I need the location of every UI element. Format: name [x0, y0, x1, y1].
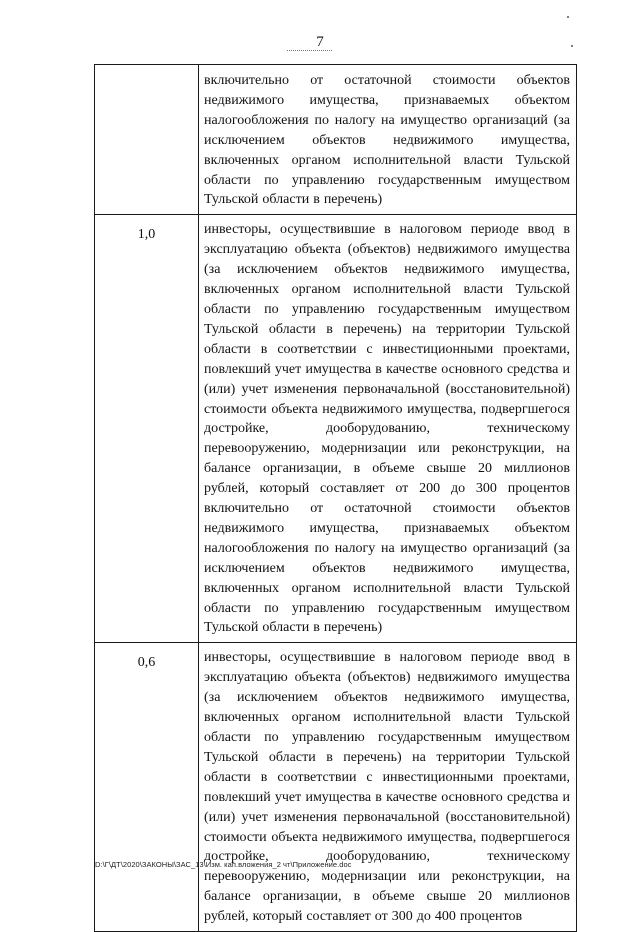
coefficient-cell: 1,0 — [95, 215, 199, 643]
file-path-footer: D:\Г\ДТ\2020\ЗАКОНЫ\ЗАС_13\Изм. кап.вложения_2 чт\Приложение.doc — [95, 860, 352, 869]
page-number: 7 — [316, 34, 324, 50]
table-row — [95, 215, 577, 643]
table-row — [95, 65, 577, 215]
table-row — [95, 643, 577, 932]
description-cell: включительно от остаточной стоимости объектов недвижимого имущества, признаваемых объектом налогообложения по налогу на имущество организаций (за исключением объектов недвижимого имущества, включенных органом исполнительной власти Тульской области по управлению государственным имуществом Тульской области в перечень) — [199, 65, 577, 215]
scan-speck — [571, 45, 573, 47]
coefficient-cell: 0,6 — [95, 643, 199, 932]
description-cell: инвесторы, осуществившие в налоговом периоде ввод в эксплуатацию объекта (объектов) недвижимого имущества (за исключением объектов недвижимого имущества, включенных органом исполнительной власти Тульской области по управлению государственным имуществом Тульской области в перечень) на территории Тульской области в соответствии с инвестиционными проектами, повлекший учет имущества в качестве основного средства и (или) учет изменения первоначальной (восстановительной) стоимости объекта недвижимого имущества, подвергшегося достройке, дооборудованию, техническому перевооружению, модернизации или реконструкции, на балансе организации, в объеме свыше 20 миллионов рублей, который составляет от 200 до 300 процентов включительно от остаточной стоимости объектов недвижимого имущества, признаваемых объектом налогообложения по налогу на имущество организаций (за исключением объектов недвижимого имущества, включенных органом исполнительной власти Тульской области по управлению государственным имуществом Тульской области в перечень) — [199, 215, 577, 643]
scan-speck — [567, 16, 569, 18]
coefficient-table — [94, 64, 577, 932]
scan-artifact-mark — [287, 50, 332, 54]
description-cell: инвесторы, осуществившие в налоговом периоде ввод в эксплуатацию объекта (объектов) недвижимого имущества (за исключением объектов недвижимого имущества, включенных органом исполнительной власти Тульской области по управлению государственным имуществом Тульской области в перечень) на территории Тульской области в соответствии с инвестиционными проектами, повлекший учет имущества в качестве основного средства и (или) учет изменения первоначальной (восстановительной) стоимости объекта недвижимого имущества, подвергшегося достройке, дооборудованию, техническому перевооружению, модернизации или реконструкции, на балансе организации, в объеме свыше 20 миллионов рублей, который составляет от 300 до 400 процентов — [199, 643, 577, 932]
coefficient-cell — [95, 65, 199, 215]
